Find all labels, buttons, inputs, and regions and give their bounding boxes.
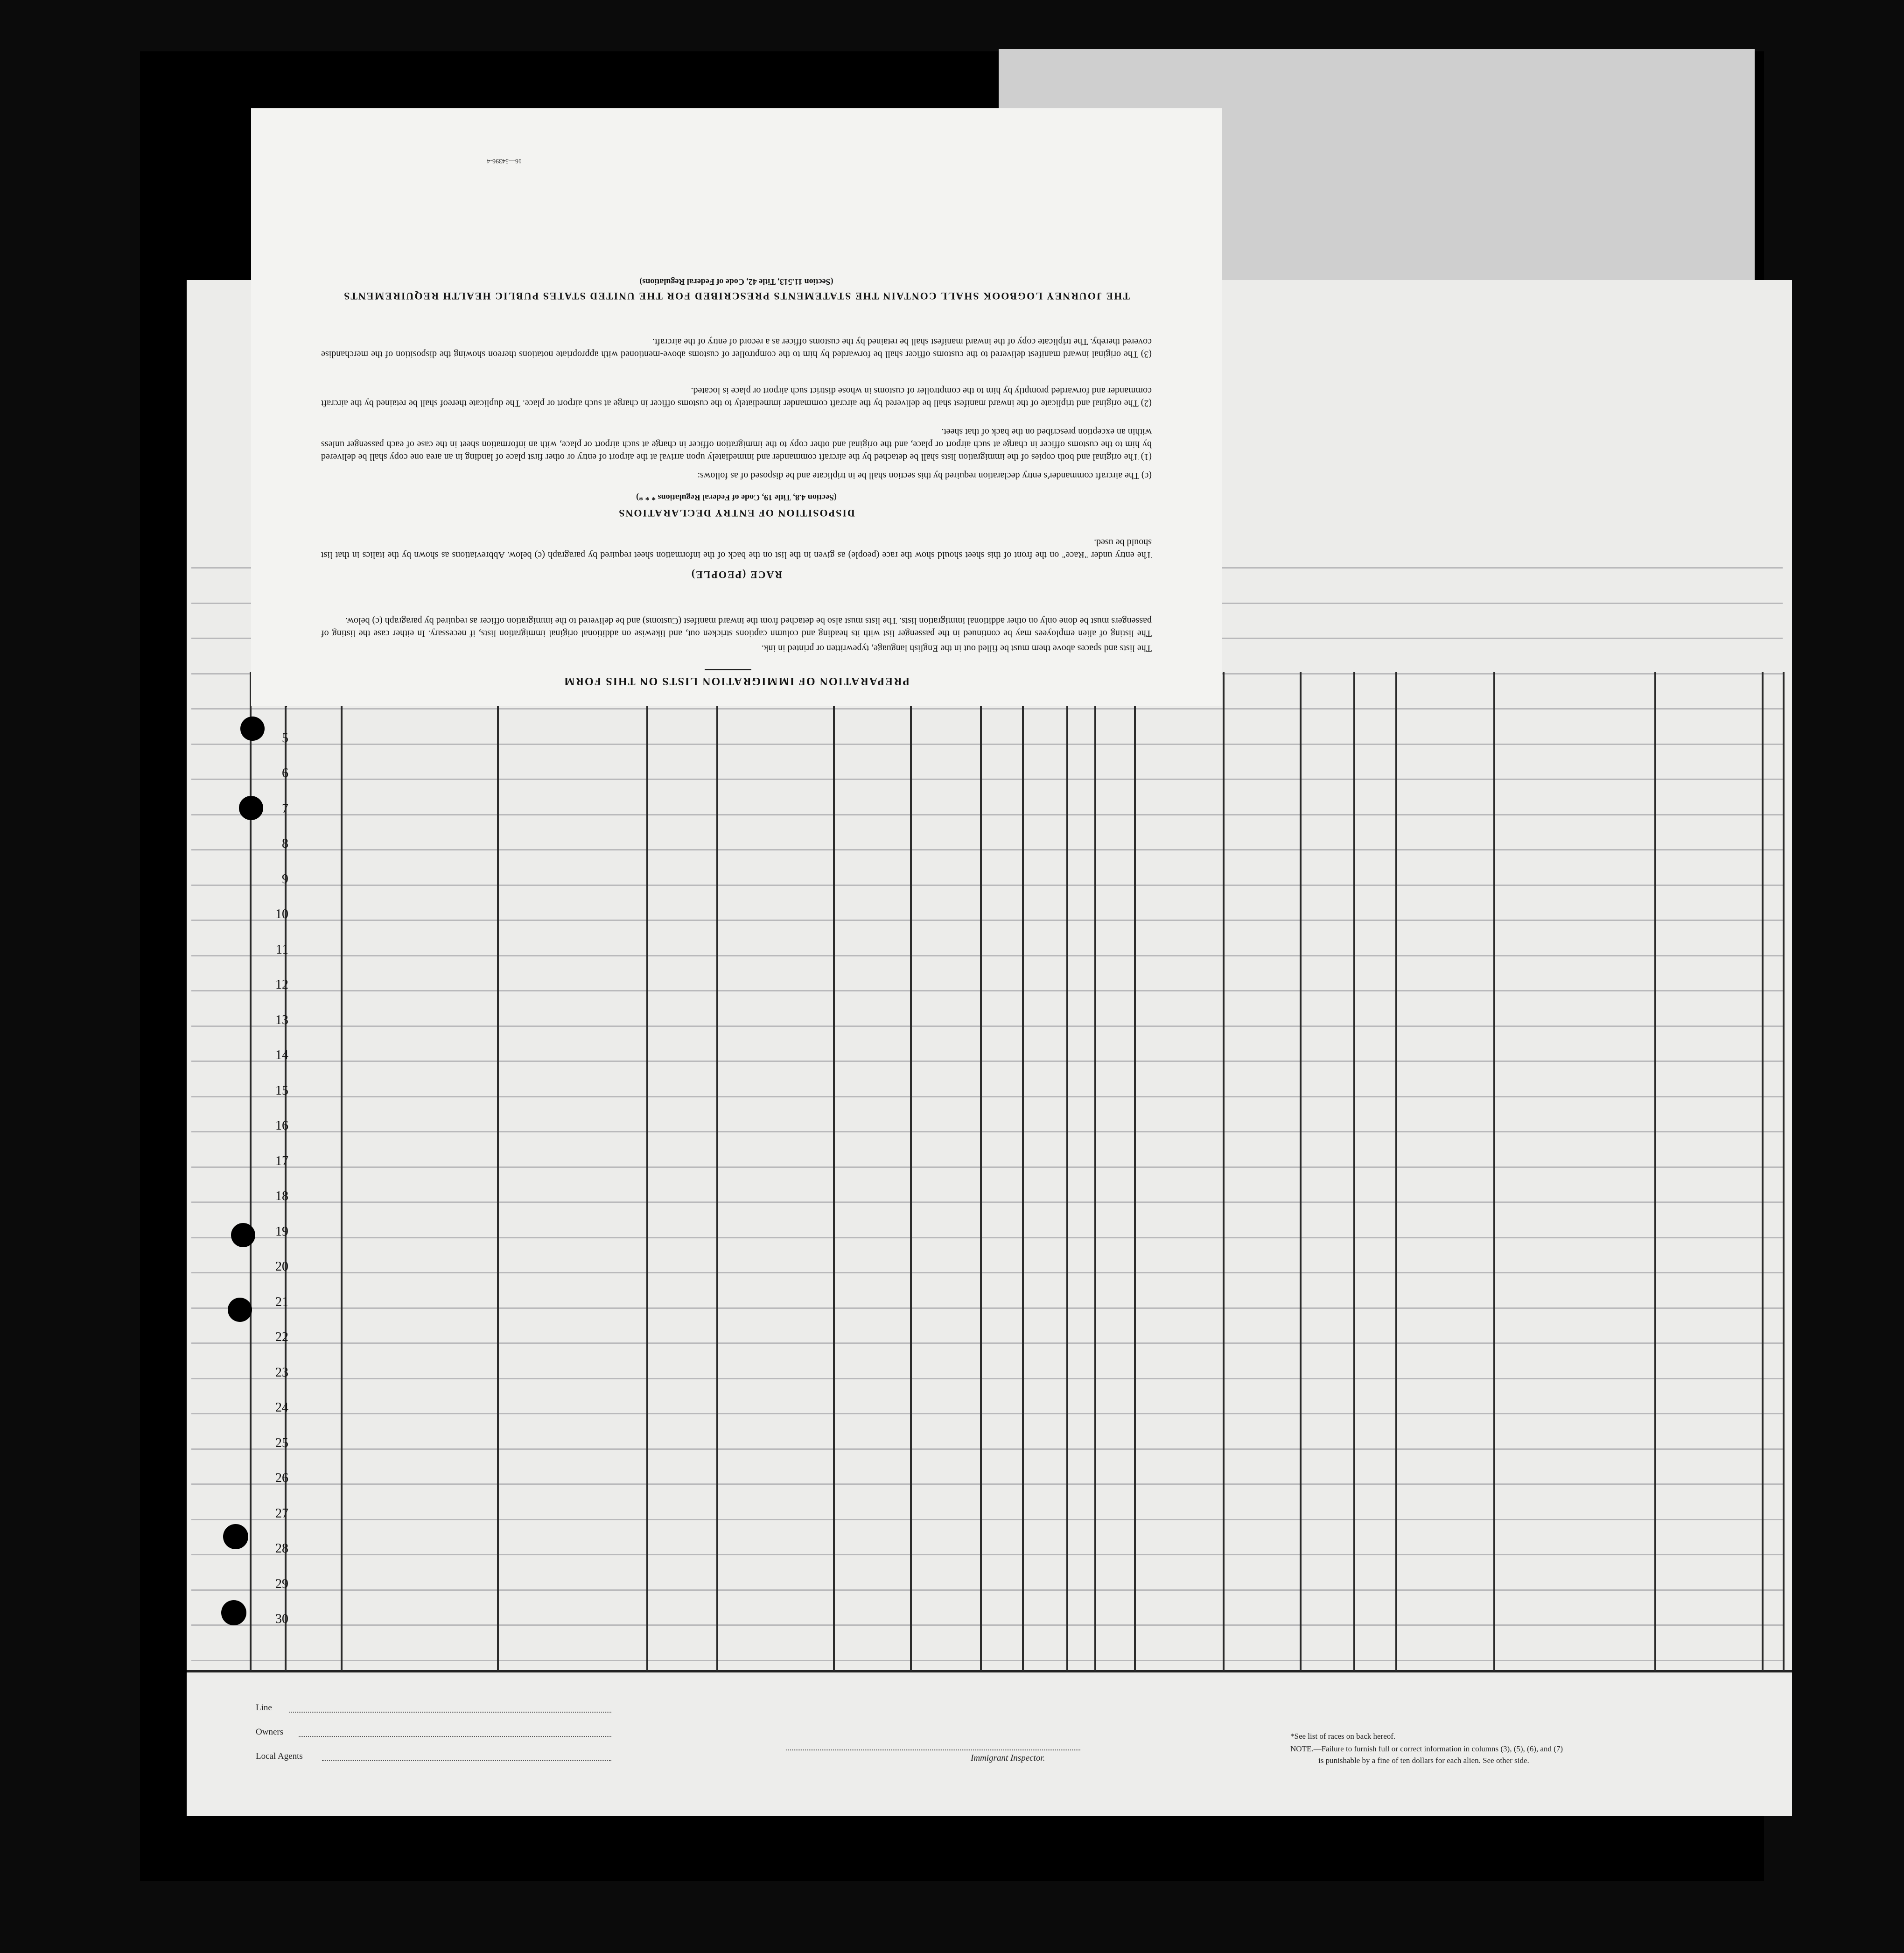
item-1: (1) The original and both copies of the immigration lists shall be detached by the aircraft commander and immediately upon arrival at the airport of entry or other first place of landing in an area one copy shall be delivered by him to the customs officer in charge at such airport or place, and the original and other copy to the immigration officer in charge at such airport or place, with an information sheet in the case of each passenger unless within an exception prescribed on the back of that sheet. — [321, 427, 1152, 462]
row-number: 8 — [282, 836, 288, 851]
row-number: 22 — [275, 1330, 288, 1344]
row-number: 19 — [275, 1224, 288, 1239]
row-number: 20 — [275, 1259, 288, 1274]
disposition-citation: (Section 4.8, Title 19, Code of Federal Regulations * * *) — [636, 493, 837, 502]
row-number: 21 — [275, 1294, 288, 1309]
ruled-line — [191, 1413, 1783, 1414]
row-number: 18 — [275, 1189, 288, 1203]
owners-label: Owners — [256, 1727, 284, 1737]
disposition-heading: DISPOSITION OF ENTRY DECLARATIONS — [618, 507, 855, 519]
instruction-sheet — [251, 108, 1222, 706]
line-field — [289, 1712, 611, 1713]
ruled-line — [191, 920, 1783, 921]
punch-hole — [228, 1298, 252, 1322]
ruled-line — [191, 1342, 1783, 1344]
row-number: 30 — [275, 1612, 288, 1626]
ruled-line — [191, 1519, 1783, 1520]
row-number: 10 — [275, 907, 288, 921]
row-number: 15 — [275, 1083, 288, 1098]
inspector-label: Immigrant Inspector. — [971, 1753, 1045, 1763]
row-number: 26 — [275, 1471, 288, 1485]
owners-field — [299, 1736, 611, 1737]
instruction-para-1: The lists and spaces above them must be filled out in the English language, typewritten or printed in ink. — [761, 643, 1152, 653]
ruled-line — [191, 1272, 1783, 1273]
column-rule — [497, 672, 499, 1671]
line-label: Line — [256, 1703, 272, 1713]
fine-note-line-1: NOTE.—Failure to furnish full or correct information in columns (3), (5), (6), and (7) — [1290, 1744, 1563, 1753]
item-2: (2) The original and triplicate of the inward manifest shall be delivered by the aircraft commander immediately to the customs officer in charge at such airport or place. The duplicate thereof shall be retained by the aircraft commander and forwarded promptly by him to the comptroller of customs in whose district such airport or place is located. — [321, 386, 1152, 408]
ruled-line — [191, 885, 1783, 886]
item-3: (3) The original inward manifest delivered to the customs officer shall be forwarded by him to the comptroller of customs above-mentioned with appropriate notations thereon showing the disposition of the merchandise covered thereby. The triplicate copy of the inward manifest shall be retained by the customs officer as a record of entry of the aircraft. — [321, 337, 1152, 359]
ruled-line — [191, 708, 1783, 710]
column-rule — [1395, 672, 1397, 1671]
row-number: 28 — [275, 1541, 288, 1556]
column-rule — [1783, 672, 1785, 1671]
fine-note-line-2: is punishable by a fine of ten dollars for each alien. See other side. — [1318, 1756, 1529, 1765]
races-note: *See list of races on back hereof. — [1290, 1732, 1396, 1741]
row-number: 9 — [282, 871, 288, 886]
inspector-signature-line — [786, 1749, 1080, 1750]
column-rule — [1300, 672, 1302, 1671]
column-rule — [1134, 672, 1136, 1671]
row-number: 16 — [275, 1118, 288, 1133]
row-number: 14 — [275, 1048, 288, 1062]
column-rule — [1762, 672, 1764, 1671]
race-text: The entry under "Race" on the front of this sheet should show the race (people) as given in the list on the back of the information sheet required by paragraph (c) below. Abbreviations as shown by the italics in that list should be used. — [321, 537, 1152, 560]
row-number: 13 — [275, 1012, 288, 1027]
ruled-line — [191, 744, 1783, 745]
row-number: 17 — [275, 1153, 288, 1168]
punch-hole — [231, 1223, 255, 1247]
row-number: 29 — [275, 1576, 288, 1591]
column-rule — [833, 672, 835, 1671]
column-rule — [1493, 672, 1495, 1671]
row-number: 11 — [276, 942, 288, 957]
ruled-line — [191, 814, 1783, 815]
ruled-line — [191, 1201, 1783, 1203]
row-number: 7 — [282, 801, 288, 816]
form-bottom-rule — [187, 1670, 1792, 1672]
row-number: 24 — [275, 1400, 288, 1415]
ruled-line — [191, 955, 1783, 956]
column-rule — [1022, 672, 1024, 1671]
ruled-line — [191, 990, 1783, 991]
ruled-line — [191, 1026, 1783, 1027]
local-agents-label: Local Agents — [256, 1751, 303, 1761]
row-number: 25 — [275, 1435, 288, 1450]
column-rule — [250, 672, 252, 1671]
column-rule — [980, 672, 982, 1671]
row-number: 27 — [275, 1506, 288, 1521]
ruled-line — [191, 1307, 1783, 1309]
title-rule — [705, 669, 751, 670]
instruction-para-2: The listing of alien employees may be continued in the passenger list with its heading and column captions stricken out, and likewise on additional original immigration lists, if necessary. In either case the listing of passengers must be done only on other additional immigration lists. The lists must also be detached from the inward manifest (Customs) and be delivered to the immigration officer as required by paragraph (c) below. — [321, 616, 1152, 639]
ruled-line — [191, 1660, 1783, 1661]
row-number: 5 — [282, 731, 288, 745]
column-rule — [1066, 672, 1068, 1671]
row-number: 12 — [275, 977, 288, 992]
row-number: 23 — [275, 1365, 288, 1380]
instruction-title: PREPARATION OF IMMIGRATION LISTS ON THIS FORM — [563, 675, 910, 687]
ruled-line — [191, 1166, 1783, 1168]
ruled-line — [191, 1554, 1783, 1555]
column-rule — [716, 672, 718, 1671]
column-rule — [1094, 672, 1096, 1671]
ruled-line — [191, 779, 1783, 780]
ruled-line — [191, 849, 1783, 850]
row-number: 6 — [282, 766, 288, 780]
logbook-citation: (Section 11.513, Title 42, Code of Federal Regulations) — [639, 277, 833, 287]
ruled-line — [191, 1483, 1783, 1485]
ruled-line — [191, 1237, 1783, 1238]
ruled-line — [191, 1448, 1783, 1450]
column-rule — [1654, 672, 1656, 1671]
logbook-heading: THE JOURNEY LOGBOOK SHALL CONTAIN THE STATEMENTS PRESCRIBED FOR THE UNITED STATES PUBLIC HEALTH REQUIREMENTS — [343, 290, 1130, 302]
punch-hole — [221, 1600, 246, 1625]
punch-hole — [223, 1524, 248, 1549]
ruled-line — [191, 1061, 1783, 1062]
local-agents-field — [322, 1760, 611, 1761]
ruled-line — [191, 1131, 1783, 1132]
column-rule — [341, 672, 343, 1671]
column-rule — [910, 672, 912, 1671]
race-heading: RACE (PEOPLE) — [690, 569, 783, 581]
ruled-line — [191, 1589, 1783, 1591]
column-rule — [1353, 672, 1355, 1671]
ruled-line — [191, 1096, 1783, 1097]
column-rule — [646, 672, 648, 1671]
paragraph-c: (c) The aircraft commander's entry declaration required by this section shall be in triplicate and be disposed of as follows: — [697, 471, 1152, 481]
column-rule — [285, 672, 287, 1671]
form-code: 16—54396-4 — [487, 157, 522, 164]
punch-hole — [239, 796, 263, 820]
column-rule — [1223, 672, 1225, 1671]
ruled-line — [191, 1378, 1783, 1379]
ruled-line — [191, 1624, 1783, 1626]
punch-hole — [240, 717, 265, 741]
